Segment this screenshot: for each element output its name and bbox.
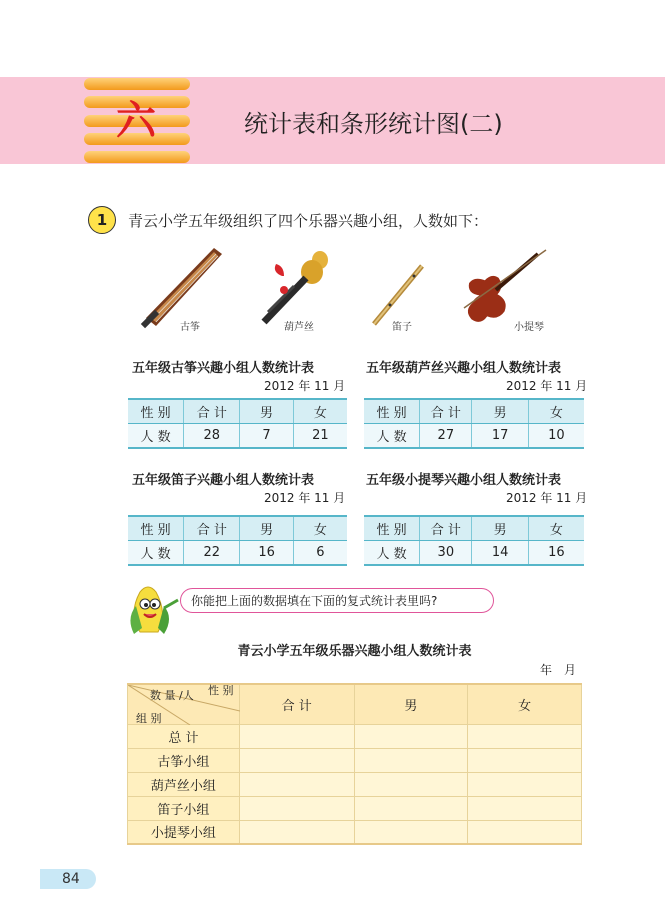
chapter-number: 六 <box>116 97 156 144</box>
header-male: 男 <box>240 516 293 541</box>
table-date-violin: 2012 年 11 月 <box>506 491 588 505</box>
empty-cell[interactable] <box>239 772 354 796</box>
header-gender: 性 别 <box>364 516 420 541</box>
table-title-flute: 五年级笛子兴趣小组人数统计表 <box>132 473 315 488</box>
instrument-label-guzheng: 古筝 <box>180 322 200 333</box>
value-female: 16 <box>528 541 584 566</box>
value-male: 7 <box>240 424 293 449</box>
header-total: 合 计 <box>184 516 240 541</box>
row-label-count: 人 数 <box>128 424 184 449</box>
empty-cell[interactable] <box>468 724 582 748</box>
row-label-violin: 小提琴小组 <box>128 820 240 844</box>
value-female: 10 <box>528 424 584 449</box>
header-female: 女 <box>293 399 347 424</box>
empty-cell[interactable] <box>354 724 468 748</box>
instrument-label-violin: 小提琴 <box>514 322 544 333</box>
value-female: 6 <box>293 541 347 566</box>
instrument-label-flute: 笛子 <box>392 322 412 333</box>
empty-cell[interactable] <box>354 748 468 772</box>
row-label-count: 人 数 <box>128 541 184 566</box>
compound-table-title: 青云小学五年级乐器兴趣小组人数统计表 <box>237 644 472 659</box>
header-female: 女 <box>293 516 347 541</box>
problem-number-badge: 1 <box>88 206 116 234</box>
header-total: 合 计 <box>184 399 240 424</box>
problem-text: 青云小学五年级组织了四个乐器兴趣小组，人数如下： <box>128 212 489 230</box>
row-label-count: 人 数 <box>364 541 420 566</box>
value-male: 14 <box>472 541 528 566</box>
table-flute <box>128 515 347 566</box>
empty-cell[interactable] <box>354 772 468 796</box>
table-date-guzheng: 2012 年 11 月 <box>264 379 346 393</box>
header-male: 男 <box>472 516 528 541</box>
row-label-flute: 笛子小组 <box>128 796 240 820</box>
value-male: 17 <box>472 424 528 449</box>
header-female: 女 <box>468 684 582 724</box>
empty-cell[interactable] <box>468 748 582 772</box>
corner-gender-label: 性 别 <box>208 684 234 697</box>
value-female: 21 <box>293 424 347 449</box>
value-total: 27 <box>420 424 472 449</box>
value-total: 22 <box>184 541 240 566</box>
table-date-hulusi: 2012 年 11 月 <box>506 379 588 393</box>
empty-cell[interactable] <box>239 748 354 772</box>
header-gender: 性 别 <box>364 399 420 424</box>
empty-cell[interactable] <box>354 820 468 844</box>
table-title-guzheng: 五年级古筝兴趣小组人数统计表 <box>132 361 315 376</box>
header-male: 男 <box>354 684 468 724</box>
corner-quantity-label: 数 量 /人 <box>150 689 194 702</box>
header-gender: 性 别 <box>128 516 184 541</box>
empty-cell[interactable] <box>239 820 354 844</box>
header-male: 男 <box>472 399 528 424</box>
table-date-flute: 2012 年 11 月 <box>264 491 346 505</box>
value-total: 30 <box>420 541 472 566</box>
corn-mascot-icon <box>124 578 182 636</box>
empty-cell[interactable] <box>239 796 354 820</box>
table-violin <box>364 515 584 566</box>
value-male: 16 <box>240 541 293 566</box>
empty-cell[interactable] <box>468 820 582 844</box>
header-gender: 性 别 <box>128 399 184 424</box>
header-male: 男 <box>240 399 293 424</box>
row-label-total: 总 计 <box>128 724 240 748</box>
empty-cell[interactable] <box>354 796 468 820</box>
chapter-title: 统计表和条形统计图(二) <box>244 110 503 138</box>
empty-cell[interactable] <box>239 724 354 748</box>
value-total: 28 <box>184 424 240 449</box>
header-total: 合 计 <box>420 399 472 424</box>
header-total: 合 计 <box>239 684 354 724</box>
table-title-hulusi: 五年级葫芦丝兴趣小组人数统计表 <box>366 361 562 376</box>
row-label-count: 人 数 <box>364 424 420 449</box>
table-guzheng <box>128 398 347 449</box>
row-label-guzheng: 古筝小组 <box>128 748 240 772</box>
table-hulusi <box>364 398 584 449</box>
table-title-violin: 五年级小提琴兴趣小组人数统计表 <box>366 473 562 488</box>
page-number: 84 <box>62 871 80 887</box>
header-female: 女 <box>528 399 584 424</box>
corner-header-cell <box>128 684 240 724</box>
instrument-label-hulusi: 葫芦丝 <box>284 322 314 333</box>
compound-table-date: 年 月 <box>540 663 577 677</box>
empty-cell[interactable] <box>468 796 582 820</box>
header-female: 女 <box>528 516 584 541</box>
speech-bubble: 你能把上面的数据填在下面的复式统计表里吗? <box>180 588 494 613</box>
corner-group-label: 组 别 <box>136 712 162 725</box>
compound-table <box>127 683 582 845</box>
empty-cell[interactable] <box>468 772 582 796</box>
header-total: 合 计 <box>420 516 472 541</box>
row-label-hulusi: 葫芦丝小组 <box>128 772 240 796</box>
